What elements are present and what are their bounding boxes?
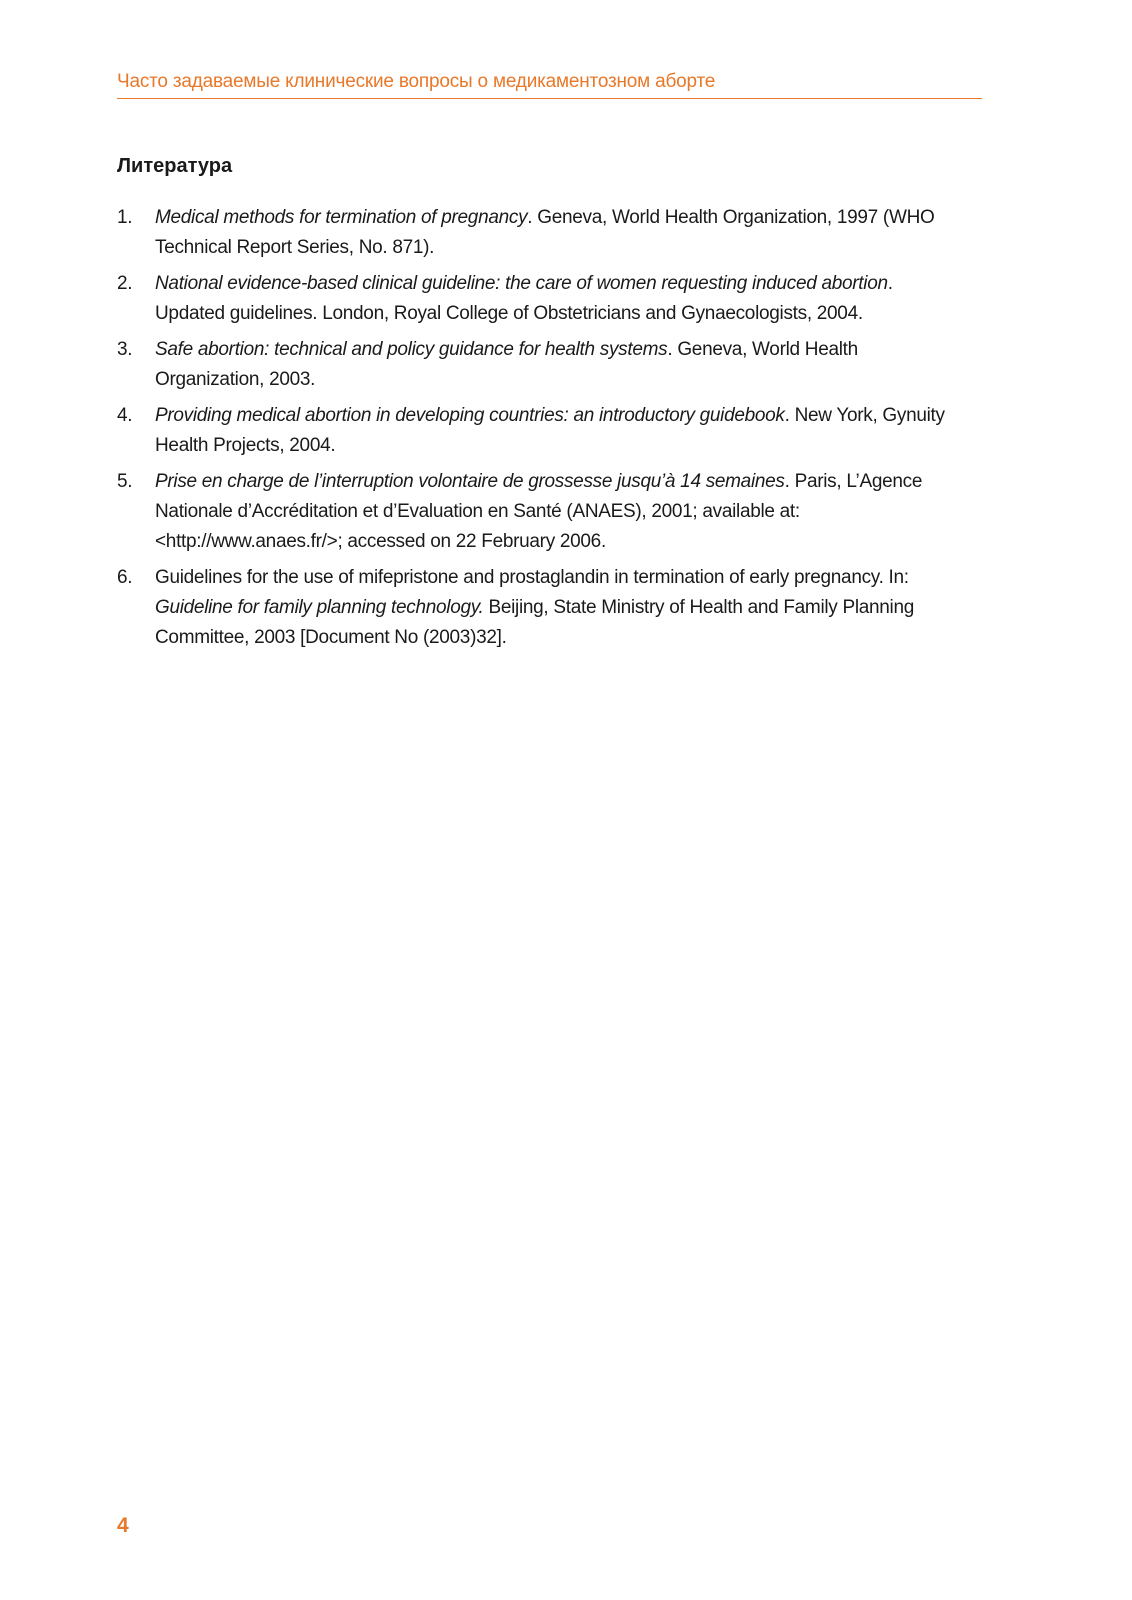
reference-item — [117, 401, 967, 461]
reference-item — [117, 203, 967, 263]
reference-title: Prise en charge de l’interruption volontaire de grossesse jusqu’à 14 semaines — [155, 471, 785, 492]
reference-item — [117, 269, 967, 329]
running-header — [117, 66, 982, 99]
reference-details: . New York, Gynuity Health Projects, 2004. — [155, 405, 945, 456]
reference-number: 1. — [117, 207, 133, 228]
reference-item — [117, 467, 967, 557]
reference-title: Medical methods for termination of pregnancy — [155, 207, 528, 228]
reference-item — [117, 335, 967, 395]
reference-details: Beijing, State Ministry of Health and Family Planning Committee, 2003 [Document No (2003)32]. — [155, 597, 915, 648]
reference-title: Providing medical abortion in developing countries: an introductory guidebook — [155, 405, 785, 426]
reference-number: 2. — [117, 273, 133, 294]
page-number: 4 — [117, 1514, 129, 1537]
reference-details: . Paris, L’Agence Nationale d’Accréditation et d’Evaluation en Santé (ANAES), 2001; available at: <http://www.anaes.fr/>; accessed on 22 February 2006. — [155, 471, 923, 552]
reference-number: 4. — [117, 405, 133, 426]
reference-item — [117, 563, 967, 653]
reference-details: . Geneva, World Health Organization, 1997 (WHO Technical Report Series, No. 871). — [155, 207, 935, 258]
reference-pre: Guidelines for the use of mifepristone and prostaglandin in termination of early pregnancy. In: — [155, 567, 909, 588]
reference-title: Guideline for family planning technology. — [155, 597, 484, 618]
reference-number: 6. — [117, 567, 133, 588]
reference-number: 3. — [117, 339, 133, 360]
running-header-title: Часто задаваемые клинические вопросы о медикаментозном аборте — [117, 71, 716, 92]
reference-title: Safe abortion: technical and policy guidance for health systems — [155, 339, 668, 360]
reference-details: . Updated guidelines. London, Royal College of Obstetricians and Gynaecologists, 2004. — [155, 273, 893, 324]
section-title: Литература — [117, 155, 233, 177]
reference-title: National evidence-based clinical guideline: the care of women requesting induced abortion — [155, 273, 888, 294]
reference-list — [117, 203, 967, 659]
reference-number: 5. — [117, 471, 133, 492]
reference-details: . Geneva, World Health Organization, 2003. — [155, 339, 858, 390]
